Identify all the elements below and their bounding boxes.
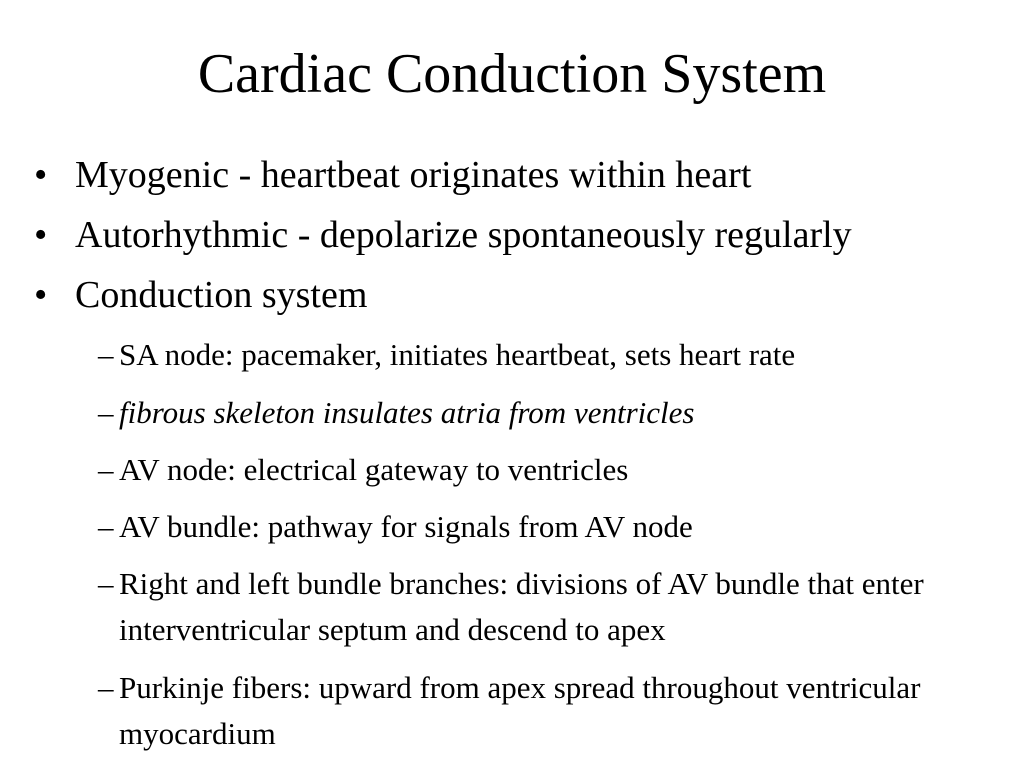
sub-bullet-text: AV node: electrical gateway to ventricles <box>119 452 629 487</box>
bullet-item <box>34 272 367 318</box>
sub-bullet-item <box>98 665 1008 757</box>
dash-marker: – <box>98 452 114 487</box>
bullet-text: Conduction system <box>75 274 368 316</box>
sub-bullet-text: AV bundle: pathway for signals from AV node <box>119 509 693 544</box>
sub-bullet-text: fibrous skeleton insulates atria from ventricles <box>119 395 695 430</box>
bullet-marker: • <box>34 274 48 316</box>
dash-marker: – <box>98 395 114 430</box>
dash-marker: – <box>98 509 114 544</box>
sub-bullet-item <box>98 504 1008 550</box>
bullet-text: Autorhythmic - depolarize spontaneously regularly <box>75 214 852 256</box>
bullet-marker: • <box>34 154 48 196</box>
dash-marker: – <box>98 566 114 601</box>
bullet-marker: • <box>34 214 48 256</box>
slide-title: Cardiac Conduction System <box>197 43 827 105</box>
sub-bullet-item <box>98 332 1008 378</box>
sub-bullet-text: SA node: pacemaker, initiates heartbeat, sets heart rate <box>119 337 796 372</box>
sub-bullet-text: Right and left bundle branches: divisions of AV bundle that enter interventricular septum and descend to apex <box>119 566 924 647</box>
dash-marker: – <box>98 337 114 372</box>
dash-marker: – <box>98 670 114 705</box>
sub-bullet-item <box>98 561 1008 653</box>
bullet-item <box>34 212 852 258</box>
bullet-item <box>34 152 751 198</box>
sub-bullet-item <box>98 447 1008 493</box>
bullet-text: Myogenic - heartbeat originates within heart <box>75 154 752 196</box>
sub-bullet-item <box>98 390 1008 436</box>
sub-bullet-text: Purkinje fibers: upward from apex spread throughout ventricular myocardium <box>119 670 921 751</box>
